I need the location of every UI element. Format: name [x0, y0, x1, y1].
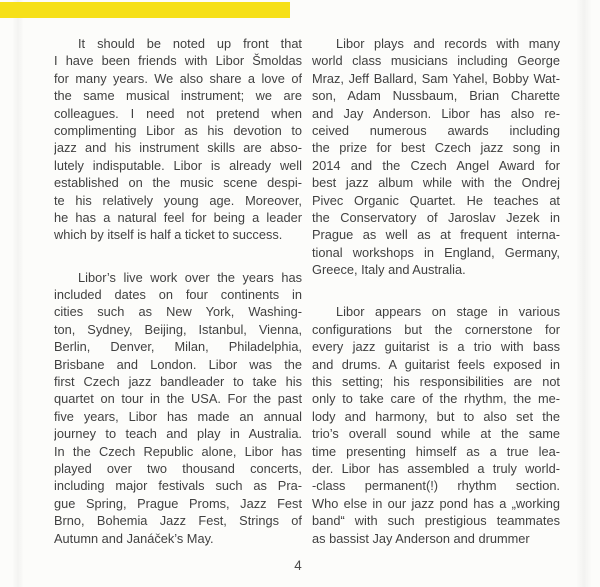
text-line: journey to teach and play in Australia.: [54, 426, 302, 442]
text-line: and Jay Anderson. Libor has also re-: [312, 105, 560, 121]
text-line: the same musical instrument; we are: [54, 88, 302, 104]
text-line: established on the music scene despi-: [54, 175, 302, 191]
text-line: time presenting himself as a true lea-: [312, 443, 560, 459]
text-line: configurations but the cornerstone for: [312, 321, 560, 337]
text-line: gue Spring, Prague Proms, Jazz Fest: [54, 495, 302, 511]
text-line: te his relatively young age. Moreover,: [54, 192, 302, 208]
text-line: quartet on tour in the USA. For the past: [54, 391, 302, 407]
text-line: Who else in our jazz pond has a „working: [312, 495, 560, 511]
right-column: [312, 35, 560, 547]
text-line: as bassist Jay Anderson and drummer: [312, 530, 530, 546]
text-line: der. Libor has assembled a truly world-: [312, 460, 560, 476]
left-column: [54, 35, 302, 547]
text-line: world class musicians including George: [312, 53, 560, 69]
text-line: Brno, Bohemia Jazz Fest, Strings of: [54, 513, 302, 529]
text-line: played over two thousand concerts,: [54, 460, 302, 476]
text-line: jazz and his instrument skills are abso-: [54, 140, 302, 156]
text-line: Libor’s live work over the years has: [78, 269, 302, 285]
text-line: band“ with such prestigious teammates: [312, 513, 560, 529]
text-line: cities such as New York, Washing-: [54, 304, 302, 320]
text-line: It should be noted up front that: [78, 36, 302, 51]
text-line: five years, Libor has made an annual: [54, 408, 302, 424]
text-line: tional workshops in England, Germany,: [312, 244, 560, 260]
text-line: lutely indisputable. Libor is already well: [54, 157, 302, 173]
text-line: -class permanent(!) rhythm section.: [312, 478, 560, 494]
text-line: he has a natural feel for being a leader: [54, 209, 302, 225]
text-line: Greece, Italy and Australia.: [312, 262, 466, 278]
text-line: In the Czech Republic alone, Libor has: [54, 443, 302, 459]
text-line: trio’s overall sound while at the same: [312, 426, 560, 442]
paragraph: [54, 35, 302, 244]
text-line: 2014 and the Czech Angel Award for: [312, 157, 560, 173]
text-line: ceived numerous awards including: [312, 122, 560, 138]
text-line: for many years. We also share a love of: [54, 70, 302, 86]
text-line: included dates on four continents in: [54, 287, 302, 303]
text-line: lody and harmony, but to also set the: [312, 408, 560, 424]
text-line: Brisbane and London. Libor was the: [54, 356, 302, 372]
page-left-shading: [12, 0, 24, 587]
page-number: 4: [294, 558, 302, 573]
text-line: the prize for best Czech jazz song in: [312, 140, 560, 156]
text-line: son, Adam Nussbaum, Brian Charette: [312, 88, 560, 104]
text-line: first Czech jazz bandleader to take his: [54, 374, 302, 390]
text-line: every jazz guitarist is a trio with bass: [312, 339, 560, 355]
paragraph: [312, 303, 560, 546]
yellow-accent-bar: [0, 2, 290, 18]
text-line: colleagues. I need not pretend when: [54, 105, 302, 121]
paragraph: [312, 35, 560, 278]
text-line: Prague as well as at frequent interna-: [312, 227, 560, 243]
text-line: Pivec Organic Quartet. He teaches at: [312, 192, 560, 208]
paragraph: [54, 269, 302, 547]
page-right-shading: [576, 0, 592, 587]
text-line: complimenting Libor as his devotion to: [54, 122, 302, 138]
text-line: Libor plays and records with many: [336, 36, 560, 51]
text-line: Autumn and Janáček’s May.: [54, 530, 214, 546]
text-line: which by itself is half a ticket to success.: [54, 227, 283, 243]
text-line: ton, Sydney, Beijing, Istanbul, Vienna,: [54, 321, 302, 337]
text-line: the Conservatory of Jaroslav Jezek in: [312, 209, 560, 225]
text-line: I have been friends with Libor Šmoldas: [54, 53, 302, 69]
text-line: and drums. A guitarist feels exposed in: [312, 356, 560, 372]
text-line: best jazz album while with the Ondrej: [312, 175, 560, 191]
text-line: Berlin, Denver, Milan, Philadelphia,: [54, 339, 302, 355]
text-line: this setting; his responsibilities are not: [312, 374, 560, 390]
text-line: only to take care of the rhythm, the me-: [312, 391, 560, 407]
text-line: Libor appears on stage in various: [336, 304, 560, 320]
text-line: Mraz, Jeff Ballard, Sam Yahel, Bobby Wat-: [312, 70, 560, 86]
text-line: including major festivals such as Pra-: [54, 478, 302, 494]
